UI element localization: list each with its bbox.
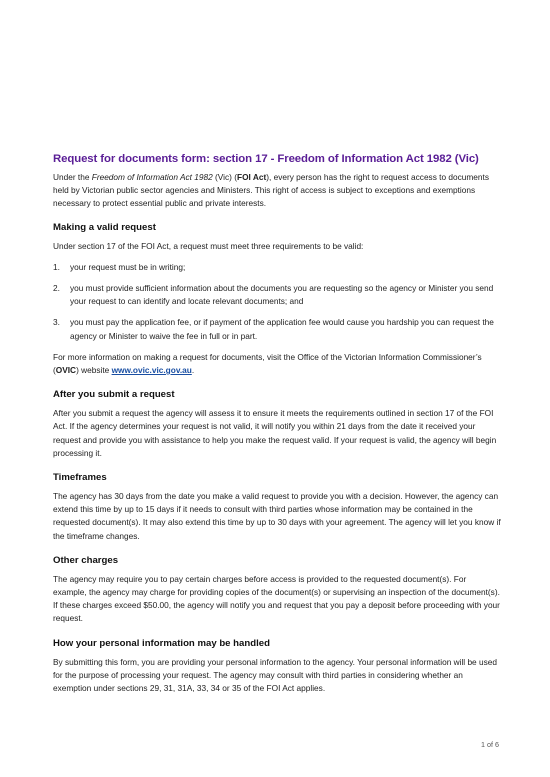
section-timeframes xyxy=(53,472,501,543)
page-number: 1 of 6 xyxy=(481,740,499,749)
act-abbreviation: FOI Act xyxy=(237,172,267,182)
section-heading: How your personal information may be handled xyxy=(53,637,270,649)
section-text: The agency may require you to pay certain charges before access is provided to the requested document(s). For example, the agency may charge for providing copies of the document(s) or supervising an inspection of the document(s). If these charges exceed $50.00, the agency will notify you and request that you pay a deposit before proceeding with your request. xyxy=(53,573,500,624)
document-body xyxy=(53,152,501,707)
more-info-paragraph xyxy=(53,351,501,377)
section-text: After you submit a request the agency will assess it to ensure it meets the requirements outlined in section 17 of the FOI Act. If the agency determines your request is not valid, it will notify you within 21 days from the date it received your request and provide you with assistance to help you make the request valid. If your request is valid, the agency will begin processing it. xyxy=(53,408,497,458)
section-valid-request xyxy=(53,222,501,378)
requirements-list xyxy=(53,261,501,343)
intro-text: (Vic) ( xyxy=(212,172,238,182)
list-item xyxy=(53,316,501,342)
list-item-text: your request must be in writing; xyxy=(70,261,186,272)
section-after-submit xyxy=(53,389,501,460)
list-item-text: you must provide sufficient information about the documents you are requesting so the agency or Minister you send your request to can identify and locate relevant documents; and xyxy=(70,283,494,307)
section-lead: Under section 17 of the FOI Act, a request must meet three requirements to be valid: xyxy=(53,240,364,251)
intro-text: Under the xyxy=(53,172,92,182)
list-item xyxy=(53,261,501,274)
list-item xyxy=(53,282,501,308)
section-text: By submitting this form, you are providing your personal information to the agency. Your personal information will be used for the purpose of processing your request. The agency may consult with third parties in considering whether an exemption under sections 29, 31, 31A, 33, 34 or 35 of the FOI Act applies. xyxy=(53,656,497,694)
section-heading: Other charges xyxy=(53,554,119,566)
intro-paragraph xyxy=(53,171,501,211)
list-item-text: you must pay the application fee, or if payment of the application fee would cause you hardship you can request the agency or Minister to waive the fee in full or in part. xyxy=(70,317,494,341)
section-heading: Timeframes xyxy=(53,472,107,484)
document-title: Request for documents form: section 17 - Freedom of Information Act 1982 (Vic) xyxy=(53,153,479,165)
list-number: 1. xyxy=(53,261,60,272)
section-text: The agency has 30 days from the date you make a valid request to provide you with a decision. However, the agency can extend this time by up to 15 days if it needs to consult with third parties whose information may be contained in the requested document(s). It may also extend this time by up to 30 days with your agreement. The agency will let you know if the timeframe changes. xyxy=(53,491,501,541)
list-number: 2. xyxy=(53,283,60,294)
more-info-text: ) website xyxy=(76,365,112,376)
section-heading: After you submit a request xyxy=(53,389,175,401)
more-info-text: . xyxy=(191,365,195,376)
section-other-charges xyxy=(53,555,501,626)
act-name: Freedom of Information Act 1982 xyxy=(91,172,213,182)
section-personal-information xyxy=(53,638,501,696)
list-number: 3. xyxy=(53,317,60,328)
more-info-text: For more information on making a request for documents, visit the Office of the Victorian Information Commissioner’s ( xyxy=(53,351,482,376)
ovic-abbreviation: OVIC xyxy=(55,365,77,376)
section-heading: Making a valid request xyxy=(53,221,156,233)
intro-text: ), every person has the right to request access to documents held by Victorian public sector agencies and Ministers. This right of access is subject to exceptions and exemptions necessary to protect essential public and private interests. xyxy=(53,172,489,209)
ovic-website-link[interactable]: www.ovic.vic.gov.au xyxy=(111,365,192,376)
